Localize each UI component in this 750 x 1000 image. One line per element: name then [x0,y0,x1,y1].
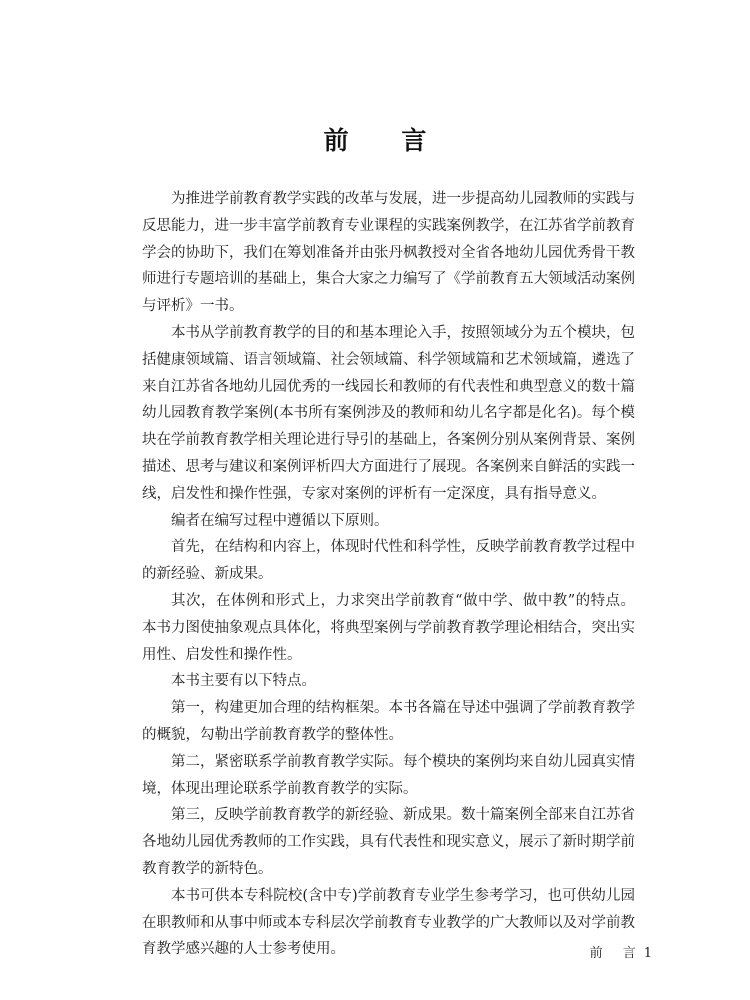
paragraph: 本书可供本专科院校(含中专)学前教育专业学生参考学习，也可供幼儿园在职教师和从事中师或本专科层次学前教育专业教学的广大教师以及对学前教育教学感兴趣的人士参考使用。 [142,887,635,958]
paragraph: 本书从学前教育教学的目的和基本理论入手，按照领域分为五个模块，包括健康领域篇、语言领域篇、社会领域篇、科学领域篇和艺术领域篇，遴选了来自江苏省各地幼儿园优秀的一线园长和教师的有代表性和典型意义的数十篇幼儿园教育教学案例(本书所有案例涉及的教师和幼儿名字都是化名)。每个模块在学前教育教学相关理论进行导引的基础上，各案例分别从案例背景、案例描述、思考与建议和案例评析四大方面进行了展现。各案例来自鲜活的实践一线，启发性和操作性强，专家对案例的评析有一定深度，具有指导意义。 [142,324,635,502]
page-number: 1 [643,946,652,961]
page-footer [590,945,652,963]
paragraph: 编者在编写过程中遵循以下原则。 [171,512,389,529]
paragraph: 本书主要有以下特点。 [171,673,316,690]
preface-body [142,186,635,963]
footer-section-label: 前 言 [589,946,644,961]
paragraph: 其次，在体例和形式上，力求突出学前教育“做中学、做中教”的特点。本书力图使抽象观点具体化，将典型案例与学前教育教学理论相结合，突出实用性、启发性和操作性。 [142,592,635,663]
paragraph: 为推进学前教育教学实践的改革与发展，进一步提高幼儿园教师的实践与反思能力，进一步丰富学前教育专业课程的实践案例教学，在江苏省学前教育学会的协助下，我们在筹划准备并由张丹枫教授对全省各地幼儿园优秀骨干教师进行专题培训的基础上，集合大家之力编写了《学前教育五大领域活动案例与评析》一书。 [142,191,635,315]
paragraph: 首先，在结构和内容上，体现时代性和科学性，反映学前教育教学过程中的新经验、新成果。 [142,539,635,583]
paragraph: 第二，紧密联系学前教育教学实际。每个模块的案例均来自幼儿园真实情境，体现出理论联系学前教育教学的实际。 [142,753,635,797]
page-title: 前 言 [323,126,449,155]
paragraph: 第一，构建更加合理的结构框架。本书各篇在导述中强调了学前教育教学的概貌，勾勒出学前教育教学的整体性。 [142,700,635,743]
paragraph: 第三，反映学前教育教学的新经验、新成果。数十篇案例全部来自江苏省各地幼儿园优秀教师的工作实践，具有代表性和现实意义，展示了新时期学前教育教学的新特色。 [142,807,635,877]
